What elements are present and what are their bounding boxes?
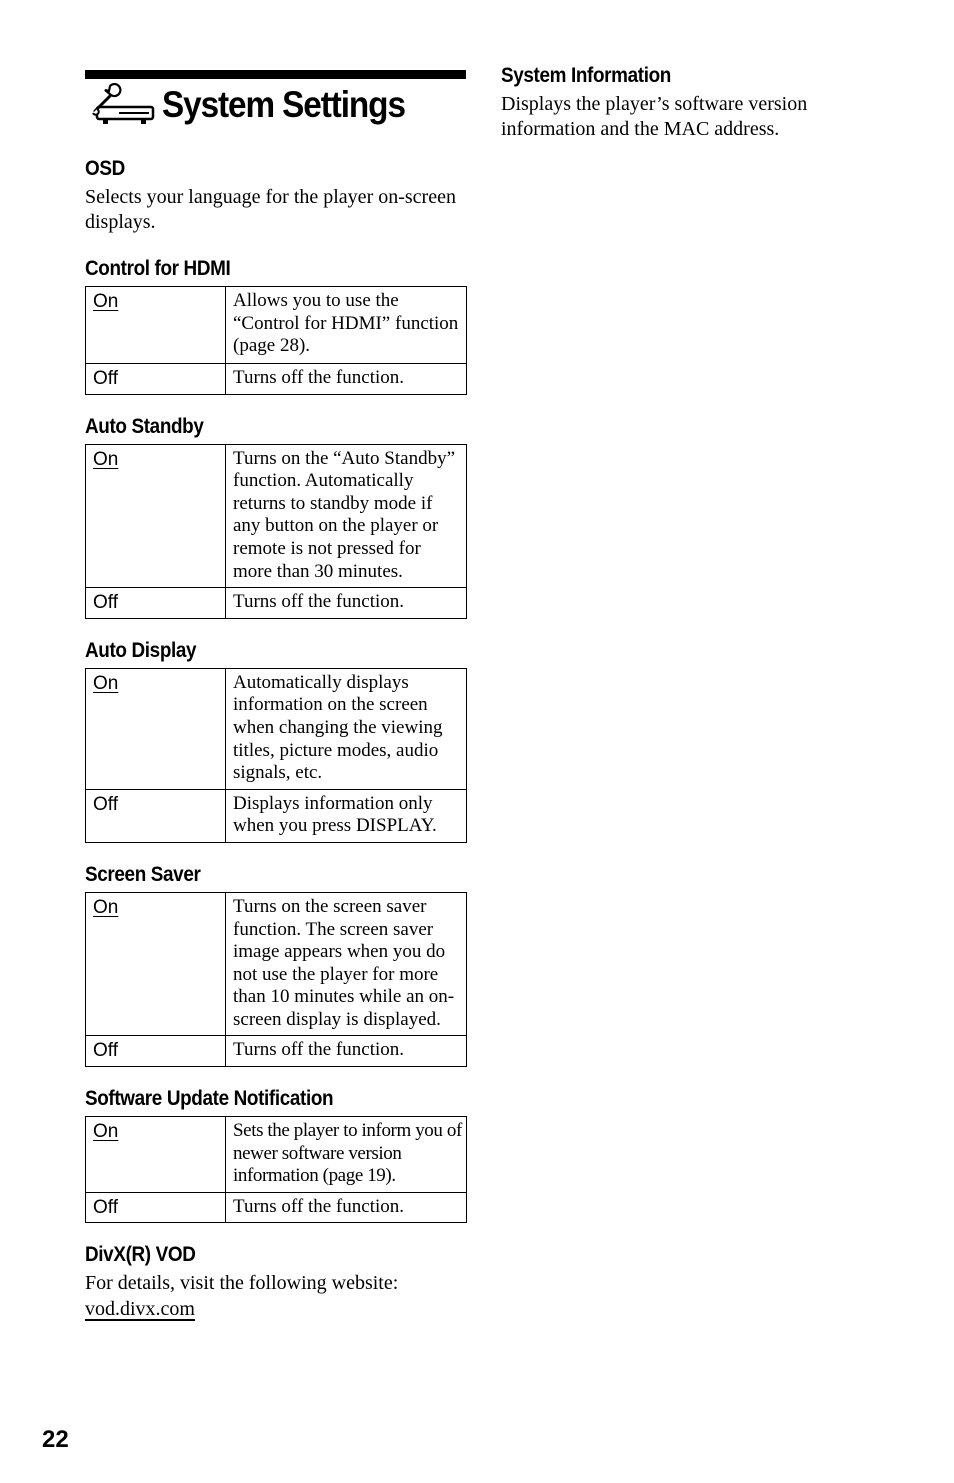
settings-wrench-player-icon — [89, 83, 155, 127]
option-cell — [86, 668, 226, 789]
options-table — [85, 668, 467, 843]
section-control-hdmi — [85, 257, 466, 395]
table-row — [86, 1117, 467, 1193]
table-row — [86, 444, 467, 588]
section-heading: Software Update Notification — [85, 1087, 334, 1111]
description-cell: Displays information only when you press DISPLAY. — [226, 789, 467, 842]
divx-website-link[interactable]: vod.divx.com — [85, 1298, 195, 1321]
description-cell: Turns on the “Auto Standby” function. Automatically returns to standby mode if any button on the player or remote is not pressed for more than 30 minutes. — [226, 444, 467, 588]
table-row — [86, 668, 467, 789]
option-cell: Off — [86, 1036, 226, 1067]
title-rule — [85, 70, 466, 79]
section-auto-standby — [85, 415, 466, 619]
option-cell — [86, 1117, 226, 1193]
default-option: On — [93, 1121, 119, 1143]
default-option: On — [93, 672, 119, 694]
options-table — [85, 286, 467, 395]
options-table — [85, 1116, 467, 1223]
options-table — [85, 892, 467, 1067]
section-software-update — [85, 1087, 466, 1223]
description-cell: Allows you to use the “Control for HDMI” function (page 28). — [226, 287, 467, 364]
section-heading: DivX(R) VOD — [85, 1243, 196, 1267]
page-number: 22 — [42, 1426, 69, 1453]
description-cell: Automatically displays information on the screen when changing the viewing titles, picture modes, audio signals, etc. — [226, 668, 467, 789]
default-option: On — [93, 896, 119, 918]
section-heading: Control for HDMI — [85, 257, 231, 280]
section-heading: Auto Display — [85, 638, 197, 662]
section-heading: OSD — [85, 157, 125, 180]
default-option: On — [93, 291, 119, 312]
title-block — [85, 70, 466, 138]
option-cell: Off — [86, 364, 226, 395]
description-cell: Turns off the function. — [226, 364, 467, 395]
left-column — [85, 70, 466, 1322]
default-option: On — [93, 448, 119, 470]
description-cell: Turns off the function. — [226, 588, 467, 619]
option-cell — [86, 287, 226, 364]
section-heading: Auto Standby — [85, 414, 204, 438]
options-table — [85, 444, 467, 619]
option-cell: Off — [86, 1192, 226, 1223]
section-system-information — [501, 64, 901, 142]
section-text: Selects your language for the player on-screen displays. — [85, 186, 456, 233]
description-cell: Turns off the function. — [226, 1036, 467, 1067]
table-row — [86, 1192, 467, 1223]
section-heading: Screen Saver — [85, 862, 201, 886]
table-row — [86, 789, 467, 842]
divx-link-line — [85, 1297, 466, 1322]
option-cell: Off — [86, 789, 226, 842]
table-row — [86, 287, 467, 364]
section-auto-display — [85, 639, 466, 843]
section-heading: System Information — [501, 64, 671, 87]
section-screen-saver — [85, 863, 466, 1067]
table-row — [86, 892, 467, 1036]
right-column — [501, 64, 901, 142]
table-row — [86, 1036, 467, 1067]
option-cell — [86, 892, 226, 1036]
description-cell: Turns off the function. — [226, 1192, 467, 1223]
table-row — [86, 588, 467, 619]
section-text: For details, visit the following website: — [85, 1272, 399, 1295]
section-text: Displays the player’s software version information and the MAC address. — [501, 93, 808, 140]
section-divx-vod — [85, 1243, 466, 1322]
page-title: System Settings — [162, 84, 405, 125]
table-row — [86, 364, 467, 395]
description-cell: Turns on the screen saver function. The screen saver image appears when you do not use the player for more than 10 minutes while an on-screen display is displayed. — [226, 892, 467, 1036]
option-cell — [86, 444, 226, 588]
section-osd — [85, 157, 466, 235]
option-cell: Off — [86, 588, 226, 619]
description-cell: Sets the player to inform you of newer software version information (page 19). — [226, 1117, 467, 1193]
